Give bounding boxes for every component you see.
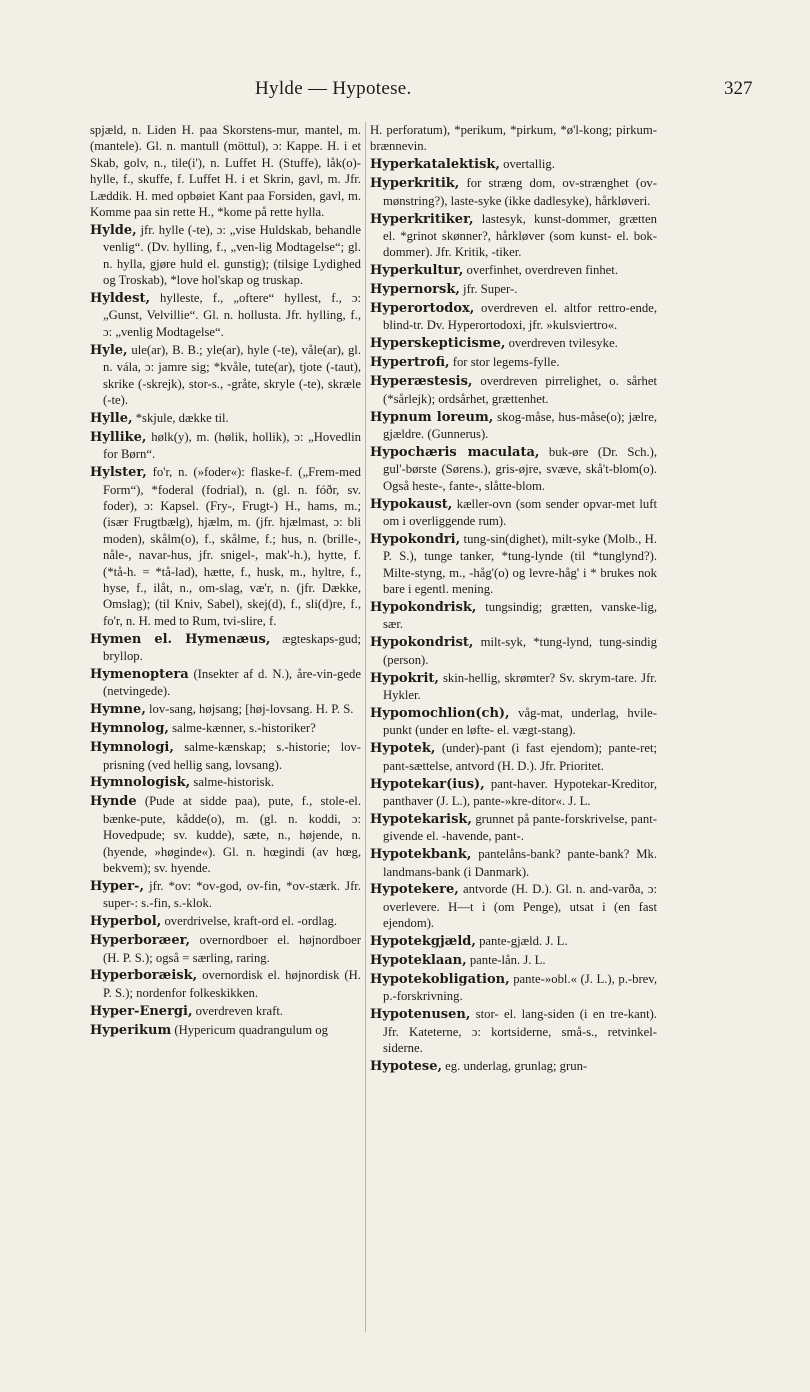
entry-text: overdreven tvilesyke.: [508, 336, 618, 351]
entry-text: hølk(y), m. (hølik, hollik), ɔ: „Hovedlin for Børn“.: [103, 429, 361, 462]
dictionary-entry: [90, 631, 361, 665]
dictionary-entry: [90, 290, 361, 340]
dictionary-entry: [370, 933, 657, 950]
dictionary-entry: [90, 739, 361, 773]
dictionary-entry: [370, 599, 657, 633]
entry-headword: Hypotek,: [370, 741, 436, 757]
dictionary-entry: [370, 335, 657, 352]
dictionary-entry: [90, 222, 361, 289]
dictionary-entry: [370, 211, 657, 261]
entry-text: overtallig.: [503, 157, 555, 172]
entry-headword: Hymne,: [90, 702, 146, 718]
entry-headword: Hyperbol,: [90, 914, 162, 930]
entry-text: overnordboer el. højnordboer (H. P. S.); også = særling, raring.: [103, 933, 361, 965]
entry-headword: Hyperortodox,: [370, 301, 475, 317]
dictionary-entry: [370, 634, 657, 668]
dictionary-entry: [370, 281, 657, 298]
entry-text: salme-kænner, s.-historiker?: [172, 721, 316, 736]
dictionary-entry: [90, 967, 361, 1001]
entry-text: for stræng dom, ov-strænghet (ov-mønstring?), laste-syke (ikke dadlesyke), hårkløveri.: [383, 176, 658, 208]
dictionary-entry: [370, 670, 657, 704]
entry-headword: Hyperboræisk,: [90, 968, 198, 984]
entry-headword: Hymnologisk,: [90, 775, 191, 791]
dictionary-entry: [370, 1058, 657, 1075]
dictionary-entry: [370, 444, 657, 494]
entry-headword: Hyperskepticisme,: [370, 336, 506, 352]
entry-headword: Hynde: [90, 794, 137, 810]
dictionary-entry: [370, 531, 657, 598]
dictionary-entry: [370, 952, 657, 969]
entry-headword: Hymnologi,: [90, 740, 174, 756]
entry-headword: Hyperikum: [90, 1022, 172, 1038]
entry-text: (Hypericum quadrangulum og: [174, 1022, 328, 1037]
dictionary-entry: [370, 300, 657, 334]
entry-text: eg. underlag, grunlag; grun-: [445, 1059, 588, 1074]
entry-text: overdreven kraft.: [195, 1003, 284, 1018]
entry-headword: Hyperkultur,: [370, 263, 464, 279]
entry-text: milt-syk, *tung-lynd, tung-sindig (person).: [383, 635, 657, 667]
dictionary-entry: [370, 971, 657, 1005]
entry-text: jfr. hylle (-te), ɔ: „vise Huldskab, behandle venlig“. (Dv. hylling, f., „ven-lig Modtagelse“; gl. n. hylla, gjøre huld el. gunstig); (tilsige Lydighed og Troskab), *love hol'skap og truskap.: [103, 222, 361, 288]
dictionary-entry: [370, 156, 657, 173]
entry-headword: Hyperkatalektisk,: [370, 157, 500, 173]
entry-headword: Hypotekar(ius),: [370, 776, 485, 792]
dictionary-entry: [90, 1003, 361, 1020]
entry-text: overfinhet, overdreven finhet.: [466, 263, 618, 278]
entry-headword: Hylster,: [90, 465, 147, 481]
entry-headword: Hypotenusen,: [370, 1007, 471, 1023]
entry-text: pantelåns-bank? pante-bank? Mk. landmans-bank (i Danmark).: [383, 847, 657, 879]
entry-headword: Hypotese,: [370, 1059, 442, 1075]
entry-text: H. perforatum), *perikum, *pirkum, *ø'l-kong; pirkum-brænnevin.: [370, 123, 657, 154]
dictionary-entry: [370, 881, 657, 931]
dictionary-entry: [370, 846, 657, 880]
entry-headword: Hypomochlion(ch),: [370, 705, 510, 721]
entry-text: *skjule, dække til.: [135, 410, 229, 425]
entry-headword: Hypoteklaan,: [370, 953, 467, 969]
entry-headword: Hymenoptera: [90, 667, 189, 682]
dictionary-entry: [90, 878, 361, 912]
entry-text: lastesyk, kunst-dommer, grætten el. *grinot skønner?, hårkløver (som kunst- el. bok-dommer). Jfr. Kritik, -tiker.: [383, 211, 657, 260]
dictionary-entry: [370, 496, 657, 530]
entry-headword: Hypokaust,: [370, 496, 453, 512]
entry-text: overdreven el. altfor rettro-ende, blind-tr. Dv. Hyperortodoxi, jfr. »kulsviertro«.: [383, 301, 657, 333]
entry-headword: Hypotekarisk,: [370, 811, 472, 827]
entry-headword: Hyperæstesis,: [370, 374, 473, 390]
left-column: [90, 122, 361, 1041]
entry-headword: Hypernorsk,: [370, 282, 460, 298]
entry-text: våg-mat, underlag, hvile-punkt (under en løfte- el. vægt-stang).: [383, 705, 657, 738]
entry-text: ægteskaps-gud; bryllop.: [103, 631, 362, 664]
entry-text: stor- el. lang-siden (i en tre-kant). Jfr. Kateterne, ɔ: kortsiderne, små-s., retvinkel-siderne.: [383, 1007, 657, 1056]
page-number: 327: [724, 78, 753, 99]
dictionary-entry: [90, 1022, 361, 1039]
dictionary-entry: [370, 740, 657, 774]
right-column: [370, 122, 657, 1077]
entry-text: pante-lån. J. L.: [469, 953, 546, 968]
entry-headword: Hypertrofi,: [370, 355, 450, 371]
entry-headword: Hypotekobligation,: [370, 972, 510, 987]
entry-text: grunnet på pante-forskrivelse, pant-givende el. -havende, pant-.: [383, 811, 657, 844]
dictionary-entry: [370, 122, 657, 155]
dictionary-entry: [90, 932, 361, 966]
entry-text: jfr. Super-.: [463, 282, 518, 297]
entry-headword: Hypotekere,: [370, 882, 459, 898]
entry-headword: Hymnolog,: [90, 721, 169, 737]
dictionary-entry: [90, 410, 361, 427]
entry-headword: Hyldest,: [90, 291, 150, 307]
dictionary-entry: [90, 720, 361, 737]
dictionary-entry: [90, 666, 361, 700]
entry-text: skin-hellig, skrømter? Sv. skrym-tare. Jfr. Hykler.: [383, 670, 657, 702]
dictionary-entry: [370, 776, 657, 810]
entry-text: (Pude at sidde paa), pute, f., stole-el. bænke-pute, kådde(o), m. (gl. n. koddi, ɔ: Hovedpude; sv. kudde), sæte, n., højende, n. (hyende, »høginde«). Gl. n. hœgindi (av hœg, bekvem); sv. hyende.: [103, 794, 361, 875]
dictionary-entry: [370, 811, 657, 845]
entry-headword: Hyperkritiker,: [370, 211, 474, 227]
entry-headword: Hyle,: [90, 342, 128, 358]
column-divider: [365, 122, 366, 1332]
entry-headword: Hymen el. Hymenæus,: [90, 631, 271, 647]
entry-headword: Hypokondrist,: [370, 635, 474, 651]
entry-headword: Hypokondri,: [370, 531, 461, 547]
dictionary-entry: [90, 464, 361, 629]
entry-text: (under)-pant (i fast ejendom); pante-ret; pant-sættelse, antvord (H. D.). Jfr. Prioritet.: [383, 741, 657, 773]
entry-text: overdrivelse, kraft-ord el. -ordlag.: [164, 914, 338, 929]
entry-text: jfr. *ov: *ov-god, ov-fin, *ov-stærk. Jfr. super-: s.-fin, s.-klok.: [103, 878, 362, 911]
entry-text: tung-sin(dighet), milt-syke (Molb., H. P. S.), tunge tanker, *tung-lynde (til *tunglynd?). Milte-styng, m., -håg'(o) og levre-håg' i * brukes nok bare i egentl. mening.: [383, 531, 657, 597]
entry-headword: Hypochæris maculata,: [370, 444, 540, 460]
dictionary-entry: [90, 342, 361, 409]
entry-text: buk-øre (Dr. Sch.), gul'-børste (Sørens.), gris-øjre, svæve, skå't-blom(o). Også heste-, fante-, slåtte-blom.: [383, 444, 658, 493]
entry-headword: Hypnum loreum,: [370, 409, 494, 425]
entry-text: pante-»obl.« (J. L.), p.-brev, p.-forskrivning.: [383, 972, 657, 1004]
dictionary-entry: [90, 774, 361, 791]
entry-text: (Insekter af d. N.), åre-vin-gede (netvingede).: [103, 667, 362, 699]
dictionary-entry: [90, 701, 361, 718]
page-header: [0, 78, 810, 108]
entry-headword: Hyperboræer,: [90, 933, 191, 949]
dictionary-entry: [370, 175, 657, 209]
dictionary-entry: [90, 122, 361, 220]
entry-text: pante-gjæld. J. L.: [479, 934, 568, 949]
entry-text: pant-haver. Hypotekar-Kreditor, panthaver (J. L.), pante-»kre-ditor«. J. L.: [383, 776, 657, 808]
entry-text: salme-historisk.: [193, 775, 275, 790]
dictionary-entry: [370, 705, 657, 739]
dictionary-entry: [370, 1006, 657, 1056]
entry-headword: Hylde,: [90, 222, 137, 238]
entry-text: fo'r, n. (»foder«): flaske-f. („Frem-med Form“), *foderal (fodrial), n. (gl. n. fóðr, sv. foder), ɔ: Kapsel. (Fry-, Frugt-) H., hams, m.; (især Frugtbælg), hjælm, m. (jfr. hjælmast, ɔ: bli moden), skålm(o), f., skålme, f.; hus, n. (brille-, nåle-, navar-hus, jfr. snigel-, mak'-h.), hytte, f. (*tå-h. = *tå-lad), hætte, f., husk, m., hyltre, f., hyse, f., ilåt, n., om-slag, væ'r, n. (jfr. Dække, Omslag); (til Kniv, Sabel), skej(d), f., sli(d)re, f., fo'r, n. H. med to Rum, tvi-slire, f.: [103, 465, 361, 628]
entry-text: hylleste, f., „oftere“ hyllest, f., ɔ: „Gunst, Velvillie“. Gl. n. hollusta. Jfr. hylling, f., ɔ: „venlig Modtagelse“.: [103, 291, 362, 339]
dictionary-entry: [370, 373, 657, 407]
entry-headword: Hylle,: [90, 410, 133, 426]
entry-headword: Hyper-Energi,: [90, 1003, 193, 1019]
entry-text: overnordisk el. højnordisk (H. P. S.); nordenfor folkeskikken.: [103, 968, 361, 1000]
dictionary-entry: [90, 793, 361, 876]
entry-headword: Hypokrit,: [370, 670, 439, 686]
entry-headword: Hyllike,: [90, 429, 147, 445]
running-head: Hylde — Hypotese.: [255, 78, 412, 99]
entry-text: antvorde (H. D.). Gl. n. and-varða, ɔ: overlevere. H—t i (om Penge), utsat i (en fast ejendom).: [383, 882, 657, 931]
dictionary-entry: [370, 409, 657, 443]
entry-text: for stor legems-fylle.: [452, 355, 560, 370]
entry-headword: Hypokondrisk,: [370, 599, 477, 615]
entry-text: spjæld, n. Liden H. paa Skorstens-mur, mantel, m. (mantele). Gl. n. mantull (möttul), ɔ: Kappe. H. i et Skab, golv, n., tile(i'), n. Luffet H. (Stuffe), låk(o)-hylle, f., skuffe, f. Luffet H. i et Skrin, gavl, m. Jfr. Læddik. H. med opbøiet Kant paa Forsiden, gavl, m. Komme paa sin rette H., *kome på rette hylla.: [90, 123, 361, 220]
entry-headword: Hyper-,: [90, 878, 144, 894]
entry-headword: Hypotekbank,: [370, 847, 472, 863]
entry-text: overdreven pirrelighet, o. sårhet (*sårlejk); ordsårhet, grættenhet.: [383, 374, 657, 406]
dictionary-entry: [90, 913, 361, 930]
entry-text: lov-sang, højsang; [høj-lovsang. H. P. S.: [149, 702, 354, 717]
dictionary-entry: [370, 354, 657, 371]
entry-text: tungsindig; grætten, vanske-lig, sær.: [383, 599, 658, 632]
entry-text: skog-måse, hus-måse(o); jælre, gjældre. (Gunnerus).: [383, 409, 657, 441]
entry-headword: Hypotekgjæld,: [370, 934, 476, 950]
entry-headword: Hyperkritik,: [370, 176, 460, 192]
entry-text: ule(ar), B. B.; yle(ar), hyle (-te), våle(ar), gl. n. vála, ɔ: jamre sig; *kvåle, tute(ar), tjote (-taut), skrike (-skrejk), stor-s., -gråte, skryle (-te), skræle (-te).: [103, 342, 362, 407]
dictionary-entry: [90, 429, 361, 463]
dictionary-entry: [370, 262, 657, 279]
entry-text: salme-kænskap; s.-historie; lov-prisning (ved hellig sang, lovsang).: [103, 740, 362, 772]
entry-text: kæller-ovn (som sender opvar-met luft om i overliggende rum).: [383, 496, 657, 528]
